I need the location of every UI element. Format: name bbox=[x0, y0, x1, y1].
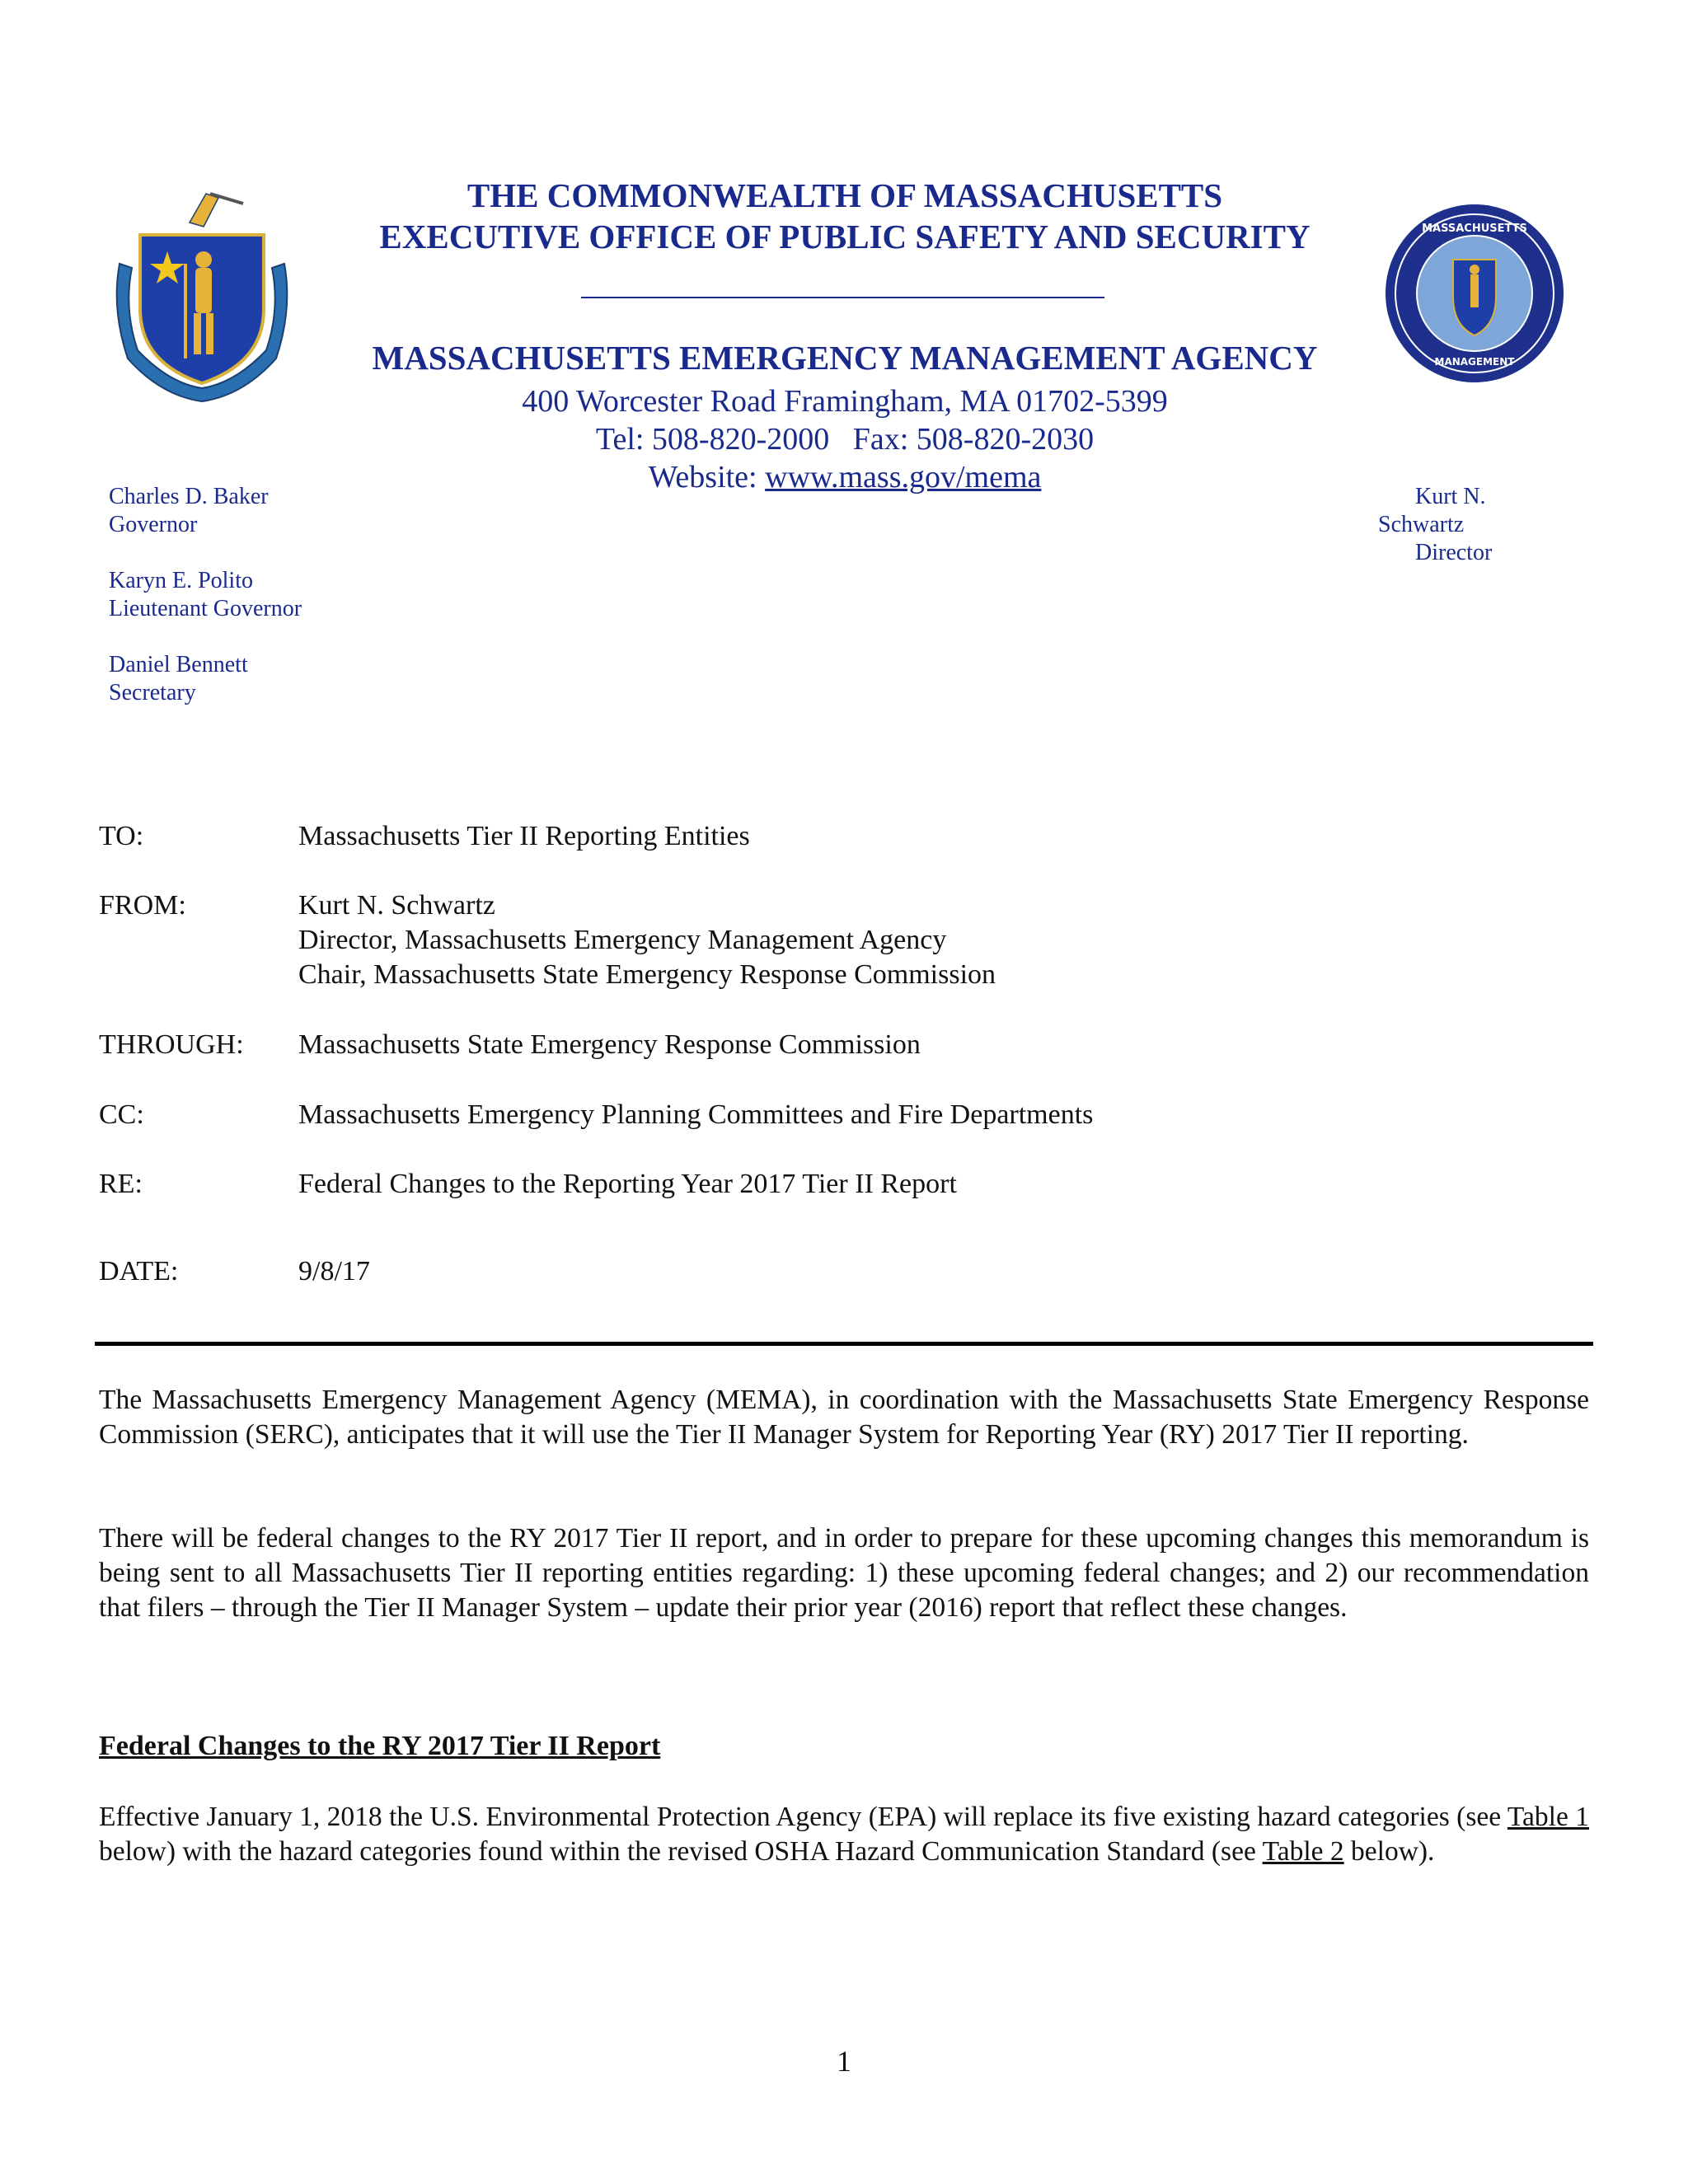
from-label: FROM: bbox=[99, 890, 186, 921]
from-title-2: Chair, Massachusetts State Emergency Response Commission bbox=[298, 959, 996, 990]
director-name-2: Schwartz bbox=[1378, 512, 1465, 537]
director-title: Director bbox=[1415, 540, 1493, 565]
cc-label: CC: bbox=[99, 1099, 144, 1130]
director-name-1: Kurt N. bbox=[1415, 484, 1486, 509]
official-right bbox=[1352, 483, 1591, 567]
eopss-heading: EXECUTIVE OFFICE OF PUBLIC SAFETY AND SECURITY bbox=[379, 218, 1311, 255]
agency-contact-block bbox=[330, 382, 1360, 496]
body-paragraph-3 bbox=[99, 1800, 1589, 1869]
to-label: TO: bbox=[99, 821, 144, 851]
body-paragraph-1: The Massachusetts Emergency Management Agency (MEMA), in coordination with the Massachusetts State Emergency Response Commission (SERC), anticipates that it will use the Tier II Manager System for Reporting Year (RY) 2017 Tier II reporting. bbox=[99, 1385, 1589, 1450]
re-label: RE: bbox=[99, 1169, 143, 1199]
table-1-link[interactable]: Table 1 bbox=[1507, 1802, 1589, 1832]
agency-address: 400 Worcester Road Framingham, MA 01702-5399 bbox=[522, 384, 1168, 419]
officials-left bbox=[109, 483, 302, 707]
from-name: Kurt N. Schwartz bbox=[298, 890, 495, 921]
agency-heading: MASSACHUSETTS EMERGENCY MANAGEMENT AGENCY bbox=[372, 339, 1318, 377]
table-2-link[interactable]: Table 2 bbox=[1262, 1836, 1344, 1867]
agency-website-line bbox=[330, 458, 1360, 496]
svg-text:MANAGEMENT: MANAGEMENT bbox=[1434, 356, 1515, 368]
cc-value: Massachusetts Emergency Planning Committees and Fire Departments bbox=[298, 1099, 1094, 1130]
website-label: Website: bbox=[648, 460, 766, 494]
re-value: Federal Changes to the Reporting Year 2017 Tier II Report bbox=[298, 1169, 957, 1199]
p3-text-b: below) with the hazard categories found within the revised OSHA Hazard Communication Standard (see bbox=[99, 1836, 1263, 1867]
official-title: Lieutenant Governor bbox=[109, 596, 302, 621]
website-link[interactable]: www.mass.gov/mema bbox=[765, 460, 1042, 494]
from-title-1: Director, Massachusetts Emergency Management Agency bbox=[298, 925, 947, 955]
mema-seal-logo bbox=[1383, 202, 1566, 385]
through-value: Massachusetts State Emergency Response Commission bbox=[298, 1029, 921, 1060]
p3-text-a: Effective January 1, 2018 the U.S. Environmental Protection Agency (EPA) will replace its five existing hazard categories (see bbox=[99, 1802, 1507, 1832]
official-name: Karyn E. Polito bbox=[109, 568, 253, 593]
agency-phones: Tel: 508-820-2000 Fax: 508-820-2030 bbox=[595, 422, 1095, 457]
official-title: Governor bbox=[109, 512, 198, 537]
date-label: DATE: bbox=[99, 1256, 179, 1286]
letterhead-title bbox=[330, 175, 1360, 257]
commonwealth-heading: THE COMMONWEALTH OF MASSACHUSETTS bbox=[467, 176, 1223, 214]
svg-text:MASSACHUSETTS: MASSACHUSETTS bbox=[1422, 223, 1527, 235]
official-name: Charles D. Baker bbox=[109, 484, 269, 509]
state-seal-logo bbox=[111, 185, 293, 408]
header-divider bbox=[581, 297, 1104, 298]
date-value: 9/8/17 bbox=[298, 1256, 370, 1286]
section-heading: Federal Changes to the RY 2017 Tier II Report bbox=[99, 1731, 661, 1761]
memo-divider bbox=[95, 1342, 1593, 1346]
official-name: Daniel Bennett bbox=[109, 652, 248, 677]
p3-text-c: below). bbox=[1343, 1836, 1435, 1867]
body-paragraph-2: There will be federal changes to the RY 2017 Tier II report, and in order to prepare for these upcoming changes this memorandum is being sent to all Massachusetts Tier II reporting entities regarding: 1) these upcoming federal changes; and 2) our recommendation that filers – through the Tier II Manager System – update their prior year (2016) report that reflect these changes. bbox=[99, 1523, 1589, 1623]
through-label: THROUGH: bbox=[99, 1029, 244, 1060]
to-value: Massachusetts Tier II Reporting Entities bbox=[298, 821, 750, 851]
official-title: Secretary bbox=[109, 680, 196, 705]
page-number: 1 bbox=[837, 2045, 851, 2078]
